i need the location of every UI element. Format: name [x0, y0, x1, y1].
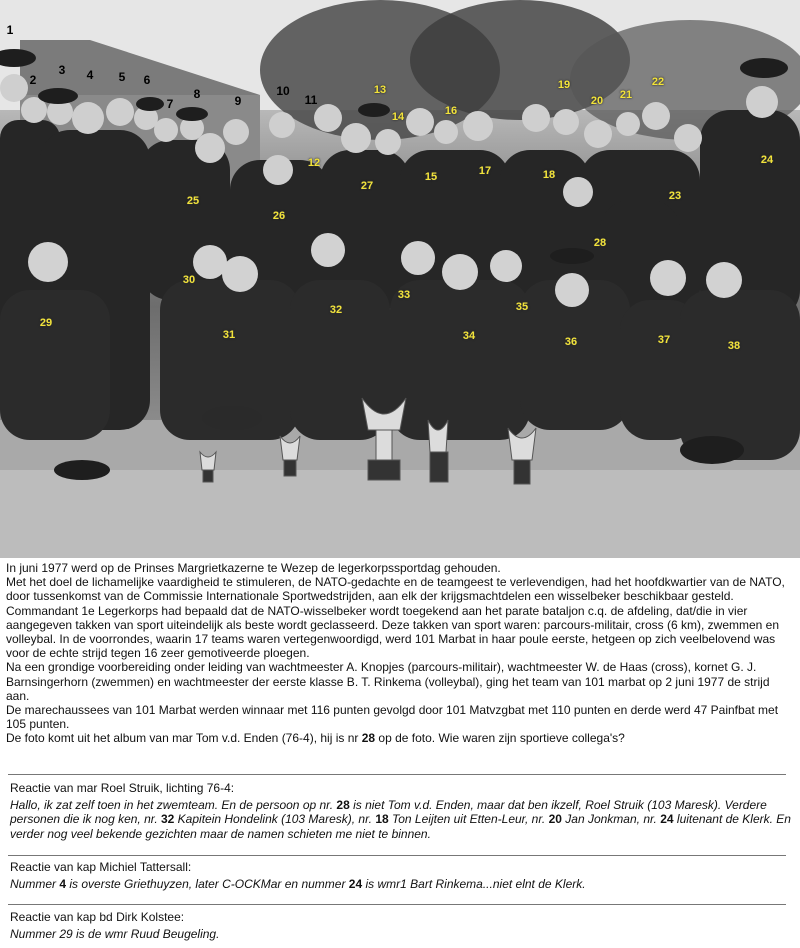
caption-paragraph-preparation: Na een grondige voorbereiding onder leiding van wachtmeester A. Knopjes (parcours-militair), wachtmeester W. de Haas (cross), kornet G. J. Barnsingerhorn (zwemmen) en wachtmeester der eerste klasse B. T. Rinkema (volleybal), ging het team van 101 marbat op 2 juni 1977 de strijd aan. — [6, 660, 770, 703]
reaction-person-number: 28 — [336, 797, 350, 812]
photo-number-30: 30 — [182, 274, 196, 286]
divider — [8, 855, 786, 856]
reaction-person-number: 24 — [348, 876, 363, 891]
divider — [8, 774, 786, 775]
reaction-text: is wmr1 Bart Rinkema...niet elnt de Klerk. — [362, 876, 586, 891]
photo-number-36: 36 — [564, 336, 578, 348]
reaction-body — [10, 798, 792, 842]
photo-number-7: 7 — [166, 97, 174, 111]
photo-number-27: 27 — [360, 180, 374, 192]
reaction-block — [10, 910, 792, 941]
photo-number-1: 1 — [6, 23, 14, 37]
reaction-text: Ton Leijten uit Etten-Leur, nr. — [388, 812, 549, 827]
photo-number-2: 2 — [29, 73, 37, 87]
photo-number-17: 17 — [478, 165, 492, 177]
reaction-header: Reactie van kap Michiel Tattersall: — [10, 860, 192, 874]
photo-number-8: 8 — [193, 87, 201, 101]
photo-caption — [6, 561, 796, 746]
reaction-header: Reactie van mar Roel Struik, lichting 76-4: — [10, 781, 235, 795]
reaction-person-number: 18 — [375, 812, 389, 827]
reaction-text: Nummer — [10, 876, 60, 891]
photo-number-18: 18 — [542, 169, 556, 181]
reaction-person-number: 4 — [59, 876, 67, 891]
caption-source-text-b: op de foto. Wie waren zijn sportieve collega's? — [375, 731, 625, 746]
reaction-text: luitenant de Klerk. En verder nog veel bekende gezichten maar de namen schieten me niet te binnen. — [10, 812, 791, 841]
reaction-person-number: 20 — [548, 812, 562, 827]
caption-paragraph-intro: In juni 1977 werd op de Prinses Margrietkazerne te Wezep de legerkorpssportdag gehouden. — [6, 561, 501, 575]
caption-paragraph-source — [6, 731, 796, 745]
caption-source-number: 28 — [361, 731, 376, 746]
reaction-text: is overste Griethuyzen, later C-OCKMar en nummer — [66, 876, 349, 891]
photo-number-24: 24 — [760, 154, 774, 166]
photo-number-19: 19 — [557, 79, 571, 91]
reaction-body — [10, 877, 792, 892]
photo-number-13: 13 — [373, 84, 387, 96]
photo-number-25: 25 — [186, 195, 200, 207]
photo-number-32: 32 — [329, 304, 343, 316]
reaction-header: Reactie van kap bd Dirk Kolstee: — [10, 910, 185, 924]
photo-number-26: 26 — [272, 210, 286, 222]
photo-number-21: 21 — [619, 89, 633, 101]
reaction-text: Nummer 29 is de wmr Ruud Beugeling. — [10, 926, 220, 941]
reaction-person-number: 32 — [160, 812, 175, 827]
photo-number-23: 23 — [668, 190, 682, 202]
photo-number-16: 16 — [444, 105, 458, 117]
photo-number-14: 14 — [391, 111, 405, 123]
caption-paragraph-result: De marechaussees van 101 Marbat werden winnaar met 116 punten gevolgd door 101 Matvzgbat met 110 punten en derde werd 47 Painfbat met 105 punten. — [6, 703, 779, 732]
reaction-text: Jan Jonkman, nr. — [561, 812, 661, 827]
photo-number-22: 22 — [651, 76, 665, 88]
photo-number-29: 29 — [39, 317, 53, 329]
reaction-block — [10, 860, 792, 891]
reaction-body — [10, 927, 792, 942]
photo-number-6: 6 — [143, 73, 151, 87]
photo-number-33: 33 — [397, 289, 411, 301]
photo-number-35: 35 — [515, 301, 529, 313]
photo-number-11: 11 — [304, 93, 318, 107]
reaction-person-number: 24 — [660, 812, 674, 827]
photo-number-4: 4 — [86, 68, 94, 82]
reaction-text: is niet Tom v.d. Enden, maar dat ben ikzelf, Roel Struik (103 Maresk). Verdere personen die ik nog ken, nr. — [10, 797, 767, 827]
photo-number-31: 31 — [222, 329, 236, 341]
photo-number-12: 12 — [307, 157, 321, 169]
photo-number-15: 15 — [424, 171, 438, 183]
photo-number-38: 38 — [727, 340, 741, 352]
photo-number-9: 9 — [234, 94, 242, 108]
reaction-block — [10, 781, 792, 841]
photo-number-3: 3 — [58, 63, 66, 77]
photo-number-37: 37 — [657, 334, 671, 346]
reaction-text: Hallo, ik zat zelf toen in het zwemteam. En de persoon op nr. — [10, 797, 337, 812]
reaction-text: Kapitein Hondelink (103 Maresk), nr. — [174, 812, 376, 827]
divider — [8, 904, 786, 905]
caption-paragraph-purpose: Met het doel de lichamelijke vaardigheid te stimuleren, de NATO-gedachte en de teamgeest te verlevendigen, had het hoofdkwartier van de NATO, door tussenkomst van de Commissie Internationale Sportwedstrijden, aan elk der krijgsmachtdelen een wisselbeker beschikbaar gesteld. Commandant 1e Legerkorps had bepaald dat de NATO-wisselbeker wordt toegekend aan het parate bataljon c.q. de afdeling, dat/die in vier aangegeven takken van sport uiteindelijk als beste wordt geclasseerd. Deze takken van sport waren: parcours-militair, cross (6 km), zwemmen en volleybal. In de voorrondes, waarin 17 teams waren vertegenwoordigd, werd 101 Marbat in haar poule eerste, hetgeen op zich veelbelovend was voor de echte strijd tegen 16 zeer gemotiveerde ploegen. — [6, 575, 785, 661]
photo-number-5: 5 — [118, 70, 126, 84]
photo-number-10: 10 — [276, 84, 290, 98]
caption-source-text-a: De foto komt uit het album van mar Tom v.d. Enden (76-4), hij is nr — [6, 731, 362, 746]
photo-number-20: 20 — [590, 95, 604, 107]
photo-number-34: 34 — [462, 330, 476, 342]
photo-number-28: 28 — [593, 237, 607, 249]
